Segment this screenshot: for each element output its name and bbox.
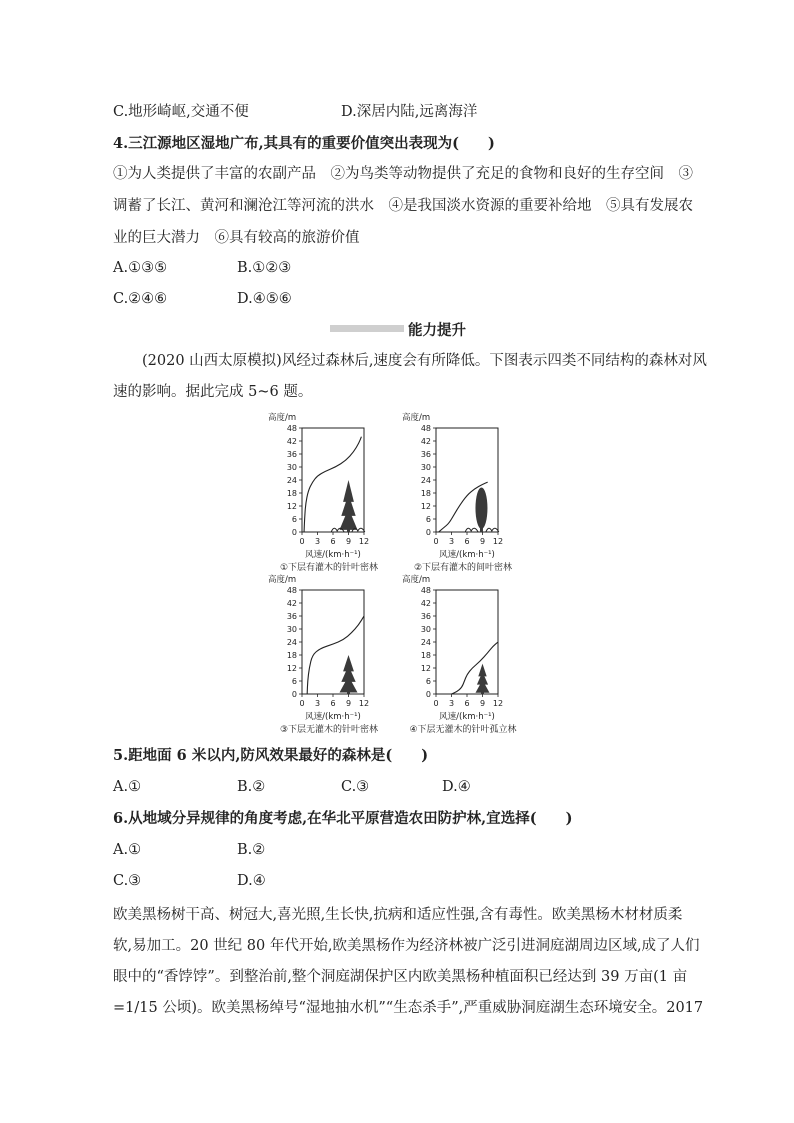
x-tick-label: 6 [330,699,336,708]
y-tick-label: 24 [420,638,431,647]
y-tick-label: 18 [286,651,297,660]
y-tick-label: 24 [420,476,431,485]
tree-trunk [347,526,350,532]
y-tick-label: 36 [286,450,297,459]
x-tick-label: 3 [448,537,455,546]
y-tick-label: 36 [286,612,297,621]
x-tick-label: 0 [299,537,305,546]
chart-title: ②下层有灌木的间叶密林 [413,563,513,573]
section-title: 能力提升 [408,323,466,339]
q5-option-d: D.④ [442,779,471,795]
y-tick-label: 30 [286,625,297,634]
y-tick-label: 30 [420,625,431,634]
chart-svg [266,410,396,576]
y-tick-label: 48 [286,586,297,595]
y-axis-label: 高度/m [402,575,431,585]
x-axis-label: 风速/(km·h⁻¹) [439,550,495,560]
y-tick-label: 18 [420,651,431,660]
q3-option-d: D.深居内陆,远离海洋 [341,104,478,120]
y-tick-label: 6 [291,515,297,524]
x-tick-label: 12 [358,699,370,708]
q6-option-b: B.② [237,842,266,858]
x-axis-label: 风速/(km·h⁻¹) [305,550,361,560]
x-tick-label: 9 [345,537,352,546]
q4-option-b: B.①②③ [237,260,292,276]
x-axis-label: 风速/(km·h⁻¹) [439,712,495,722]
q4-stem: 4.三江源地区湿地广布,其具有的重要价值突出表现为( ) [113,135,495,152]
q6-option-a: A.① [113,842,142,858]
x-tick-label: 12 [492,537,504,546]
y-tick-label: 0 [291,690,297,699]
shrub [331,528,344,532]
forest-illustration [331,480,365,532]
intro-line: 速的影响。据此完成 5~6 题。 [113,384,313,400]
plot-frame [436,428,498,532]
y-axis-label: 高度/m [268,413,297,423]
shrub [352,528,365,532]
y-tick-label: 6 [425,677,431,686]
x-tick-label: 6 [464,537,470,546]
x-tick-label: 6 [330,537,336,546]
q4-option-a: A.①③⑤ [113,260,168,276]
x-tick-label: 9 [479,537,486,546]
y-tick-label: 24 [286,638,297,647]
chart-title: ①下层有灌木的针叶密林 [279,563,379,573]
q5-option-c: C.③ [341,779,370,795]
section-bar [330,325,404,332]
y-tick-label: 12 [286,502,297,511]
chart-title: ③下层无灌木的针叶密林 [279,725,379,735]
shrub [486,528,499,532]
tree-trunk [347,689,350,694]
chart-2 [400,410,530,576]
intro-line: (2020 山西太原模拟)风经过森林后,速度会有所降低。下图表示四类不同结构的森林对风 [142,353,707,369]
y-tick-label: 30 [286,463,297,472]
y-tick-label: 42 [286,437,297,446]
y-tick-label: 0 [425,528,431,537]
forest-illustration [340,655,358,694]
passage-line: 欧美黑杨树干高、树冠大,喜光照,生长快,抗病和适应性强,含有毒性。欧美黑杨木材材质柔 [113,907,683,923]
x-tick-label: 0 [433,537,439,546]
x-tick-label: 0 [299,699,305,708]
y-axis-label: 高度/m [268,575,297,585]
x-tick-label: 9 [479,699,486,708]
y-tick-label: 48 [420,586,431,595]
tree-trunk [480,523,483,532]
chart-3 [266,572,396,738]
chart-svg [266,572,396,738]
y-tick-label: 12 [420,664,431,673]
q5-option-a: A.① [113,779,142,795]
chart-svg [400,572,530,738]
y-tick-label: 42 [420,599,431,608]
x-tick-label: 12 [492,699,504,708]
y-tick-label: 48 [286,424,297,433]
q6-option-d: D.④ [237,873,266,889]
passage-line: =1/15 公顷)。欧美黑杨绰号“湿地抽水机”“生态杀手”,严重威胁洞庭湖生态环境安全。2017 [113,1000,704,1016]
y-tick-label: 18 [420,489,431,498]
plot-frame [436,590,498,694]
y-tick-label: 36 [420,612,431,621]
q6-option-c: C.③ [113,873,142,889]
x-tick-label: 3 [314,699,321,708]
y-tick-label: 42 [286,599,297,608]
x-tick-label: 3 [448,699,455,708]
q4-item-line: 调蓄了长江、黄河和澜沧江等河流的洪水 ④是我国淡水资源的重要补给地 ⑤具有发展农 [113,198,693,214]
y-tick-label: 48 [420,424,431,433]
chart-4 [400,572,530,738]
q5-stem: 5.距地面 6 米以内,防风效果最好的森林是( ) [113,747,429,764]
y-tick-label: 24 [286,476,297,485]
shrub [465,528,478,532]
y-tick-label: 36 [420,450,431,459]
y-tick-label: 18 [286,489,297,498]
x-tick-label: 3 [314,537,321,546]
chart-title: ④下层无灌木的针叶孤立林 [409,725,517,735]
passage-line: 软,易加工。20 世纪 80 年代开始,欧美黑杨作为经济林被广泛引进洞庭湖周边区域,成了人们 [113,938,700,954]
x-tick-label: 6 [464,699,470,708]
q5-option-b: B.② [237,779,266,795]
passage-line: 眼中的“香饽饽”。到整治前,整个洞庭湖保护区内欧美黑杨种植面积已经达到 39 万亩(1 亩 [113,969,688,985]
y-tick-label: 0 [425,690,431,699]
wind-speed-line [307,616,364,694]
x-tick-label: 0 [433,699,439,708]
q3-option-c: C.地形崎岖,交通不便 [113,104,249,120]
broadleaf-crown [475,487,487,528]
y-tick-label: 0 [291,528,297,537]
chart-1 [266,410,396,576]
chart-svg [400,410,530,576]
q4-option-c: C.②④⑥ [113,291,168,307]
x-axis-label: 风速/(km·h⁻¹) [305,712,361,722]
x-tick-label: 9 [345,699,352,708]
q4-item-line: ①为人类提供了丰富的农副产品 ②为鸟类等动物提供了充足的食物和良好的生存空间 ③ [113,166,693,182]
y-tick-label: 12 [286,664,297,673]
y-tick-label: 6 [425,515,431,524]
y-tick-label: 12 [420,502,431,511]
q6-stem: 6.从地域分异规律的角度考虑,在华北平原营造农田防护林,宜选择( ) [113,810,573,827]
forest-illustration [465,487,499,532]
x-tick-label: 12 [358,537,370,546]
forest-illustration [476,664,490,694]
plot-frame [302,590,364,694]
q4-item-line: 业的巨大潜力 ⑥具有较高的旅游价值 [113,230,360,246]
y-axis-label: 高度/m [402,413,431,423]
plot-frame [302,428,364,532]
y-tick-label: 6 [291,677,297,686]
y-tick-label: 42 [420,437,431,446]
q4-option-d: D.④⑤⑥ [237,291,292,307]
y-tick-label: 30 [420,463,431,472]
wind-speed-line [304,437,361,532]
wind-speed-line [452,642,499,694]
tree-trunk [481,690,484,694]
